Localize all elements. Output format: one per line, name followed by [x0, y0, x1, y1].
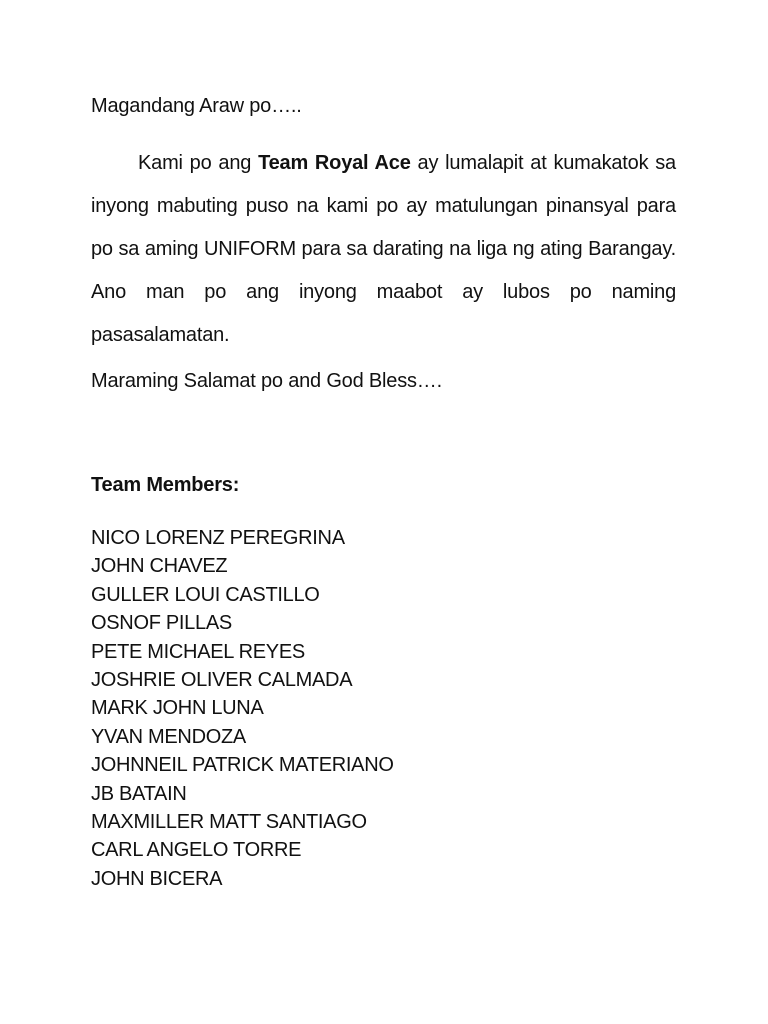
members-heading: Team Members: — [91, 474, 240, 496]
member-name: MARK JOHN LUNA — [91, 697, 264, 720]
member-name: GULLER LOUI CASTILLO — [91, 583, 320, 606]
paragraph-rest: ay lumalapit at kumakatok sa inyong mabuting puso na kami po ay matulungan pinansyal para po sa aming UNIFORM para sa darating na liga ng ating Barangay. Ano man po ang inyong maabot ay lubos po naming pasasalamatan. — [91, 152, 676, 346]
member-name: JOHN BICERA — [91, 867, 223, 890]
member-name: JOSHRIE OLIVER CALMADA — [91, 669, 353, 692]
member-name: CARL ANGELO TORRE — [91, 839, 302, 862]
member-name: PETE MICHAEL REYES — [91, 640, 305, 663]
member-name: MAXMILLER MATT SANTIAGO — [91, 811, 367, 834]
team-name: Team Royal Ace — [258, 152, 411, 174]
request-paragraph — [91, 142, 676, 357]
paragraph-intro: Kami po ang — [138, 152, 259, 174]
member-name: JOHNNEIL PATRICK MATERIANO — [91, 754, 394, 777]
closing-line: Maraming Salamat po and God Bless…. — [91, 370, 442, 392]
member-name: OSNOF PILLAS — [91, 612, 232, 635]
letter-page — [91, 92, 676, 893]
member-name: NICO LORENZ PEREGRINA — [91, 527, 345, 549]
member-name: JOHN CHAVEZ — [91, 555, 228, 578]
greeting-line: Magandang Araw po….. — [91, 95, 302, 117]
member-name: JB BATAIN — [91, 782, 187, 805]
member-name: YVAN MENDOZA — [91, 725, 246, 748]
members-list — [91, 524, 676, 893]
